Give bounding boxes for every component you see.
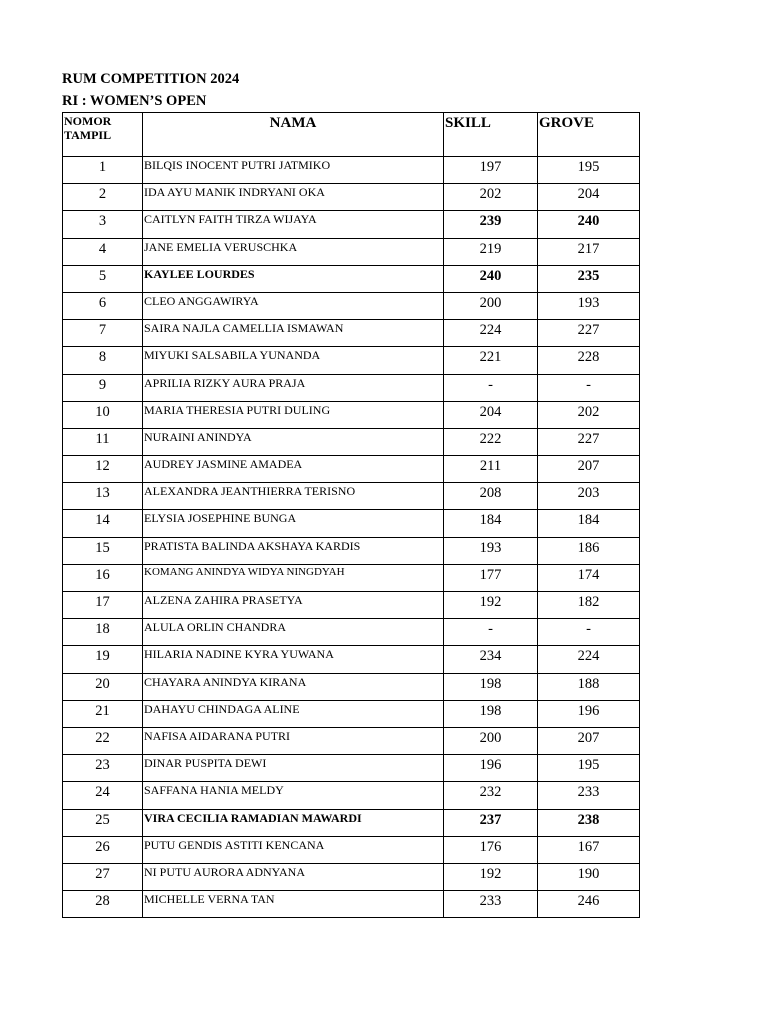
table-row	[63, 891, 640, 918]
row-number: 21	[63, 700, 143, 727]
column-header-nama: NAMA	[143, 113, 444, 157]
row-number: 24	[63, 782, 143, 809]
skill-score: 222	[444, 428, 538, 455]
table-row	[63, 238, 640, 265]
skill-score: 184	[444, 510, 538, 537]
grove-score: 203	[538, 483, 640, 510]
skill-score: 196	[444, 755, 538, 782]
row-number: 28	[63, 891, 143, 918]
column-header-skill: SKILL	[444, 113, 538, 157]
row-number: 5	[63, 265, 143, 292]
grove-score: 193	[538, 292, 640, 319]
grove-score: 207	[538, 727, 640, 754]
row-number: 13	[63, 483, 143, 510]
nomor-label: NOMOR	[64, 114, 112, 128]
table-row	[63, 755, 640, 782]
participant-name: KOMANG ANINDYA WIDYA NINGDYAH	[143, 564, 444, 591]
column-header-grove: GROVE	[538, 113, 640, 157]
row-number: 8	[63, 347, 143, 374]
table-row	[63, 483, 640, 510]
table-row	[63, 863, 640, 890]
participant-name: KAYLEE LOURDES	[143, 265, 444, 292]
table-row	[63, 456, 640, 483]
table-row	[63, 510, 640, 537]
row-number: 15	[63, 537, 143, 564]
grove-score: 240	[538, 211, 640, 238]
grove-score: 202	[538, 401, 640, 428]
skill-score: 240	[444, 265, 538, 292]
table-row	[63, 619, 640, 646]
skill-score: 198	[444, 700, 538, 727]
skill-score: 232	[444, 782, 538, 809]
participant-name: AUDREY JASMINE AMADEA	[143, 456, 444, 483]
skill-score: 208	[444, 483, 538, 510]
grove-score: -	[538, 374, 640, 401]
table-row	[63, 537, 640, 564]
grove-score: 174	[538, 564, 640, 591]
skill-score: 176	[444, 836, 538, 863]
participant-name: SAFFANA HANIA MELDY	[143, 782, 444, 809]
skill-score: 177	[444, 564, 538, 591]
table-row	[63, 836, 640, 863]
row-number: 1	[63, 157, 143, 184]
row-number: 12	[63, 456, 143, 483]
participant-name: MIYUKI SALSABILA YUNANDA	[143, 347, 444, 374]
skill-score: 211	[444, 456, 538, 483]
skill-score: 198	[444, 673, 538, 700]
grove-score: 217	[538, 238, 640, 265]
column-header-nomor-tampil	[63, 113, 143, 157]
participant-name: ALULA ORLIN CHANDRA	[143, 619, 444, 646]
table-row	[63, 673, 640, 700]
participant-name: HILARIA NADINE KYRA YUWANA	[143, 646, 444, 673]
participant-name: CLEO ANGGAWIRYA	[143, 292, 444, 319]
participant-name: PUTU GENDIS ASTITI KENCANA	[143, 836, 444, 863]
row-number: 19	[63, 646, 143, 673]
skill-score: 202	[444, 184, 538, 211]
participant-name: JANE EMELIA VERUSCHKA	[143, 238, 444, 265]
grove-score: 233	[538, 782, 640, 809]
row-number: 20	[63, 673, 143, 700]
table-row	[63, 374, 640, 401]
skill-score: 237	[444, 809, 538, 836]
table-header-row	[63, 113, 640, 157]
row-number: 4	[63, 238, 143, 265]
results-table	[62, 112, 640, 918]
participant-name: MARIA THERESIA PUTRI DULING	[143, 401, 444, 428]
grove-score: 227	[538, 428, 640, 455]
skill-score: 239	[444, 211, 538, 238]
grove-score: 184	[538, 510, 640, 537]
row-number: 2	[63, 184, 143, 211]
skill-score: 224	[444, 320, 538, 347]
row-number: 27	[63, 863, 143, 890]
row-number: 6	[63, 292, 143, 319]
grove-score: 224	[538, 646, 640, 673]
skill-score: 200	[444, 727, 538, 754]
grove-score: 196	[538, 700, 640, 727]
skill-score: 193	[444, 537, 538, 564]
tampil-label: TAMPIL	[64, 128, 112, 142]
participant-name: SAIRA NAJLA CAMELLIA ISMAWAN	[143, 320, 444, 347]
row-number: 26	[63, 836, 143, 863]
grove-score: 167	[538, 836, 640, 863]
grove-score: 204	[538, 184, 640, 211]
table-row	[63, 646, 640, 673]
participant-name: DINAR PUSPITA DEWI	[143, 755, 444, 782]
table-row	[63, 564, 640, 591]
grove-score: 238	[538, 809, 640, 836]
participant-name: NAFISA AIDARANA PUTRI	[143, 727, 444, 754]
table-row	[63, 401, 640, 428]
skill-score: 200	[444, 292, 538, 319]
skill-score: 233	[444, 891, 538, 918]
participant-name: BILQIS INOCENT PUTRI JATMIKO	[143, 157, 444, 184]
grove-score: 188	[538, 673, 640, 700]
participant-name: NI PUTU AURORA ADNYANA	[143, 863, 444, 890]
skill-score: 219	[444, 238, 538, 265]
grove-score: 228	[538, 347, 640, 374]
grove-score: -	[538, 619, 640, 646]
row-number: 14	[63, 510, 143, 537]
row-number: 17	[63, 592, 143, 619]
table-row	[63, 211, 640, 238]
participant-name: PRATISTA BALINDA AKSHAYA KARDIS	[143, 537, 444, 564]
row-number: 16	[63, 564, 143, 591]
grove-score: 235	[538, 265, 640, 292]
row-number: 7	[63, 320, 143, 347]
category-title: RI : WOMEN’S OPEN	[62, 93, 207, 109]
skill-score: 221	[444, 347, 538, 374]
table-row	[63, 700, 640, 727]
table-row	[63, 157, 640, 184]
table-row	[63, 782, 640, 809]
skill-score: 204	[444, 401, 538, 428]
skill-score: 234	[444, 646, 538, 673]
skill-score: 192	[444, 863, 538, 890]
participant-name: APRILIA RIZKY AURA PRAJA	[143, 374, 444, 401]
table-row	[63, 292, 640, 319]
grove-score: 207	[538, 456, 640, 483]
table-row	[63, 428, 640, 455]
grove-score: 186	[538, 537, 640, 564]
grove-score: 190	[538, 863, 640, 890]
row-number: 10	[63, 401, 143, 428]
grove-score: 195	[538, 157, 640, 184]
document-title: RUM COMPETITION 2024	[62, 71, 240, 87]
participant-name: DAHAYU CHINDAGA ALINE	[143, 700, 444, 727]
participant-name: NURAINI ANINDYA	[143, 428, 444, 455]
participant-name: IDA AYU MANIK INDRYANI OKA	[143, 184, 444, 211]
table-row	[63, 347, 640, 374]
row-number: 22	[63, 727, 143, 754]
table-row	[63, 265, 640, 292]
table-row	[63, 184, 640, 211]
table-row	[63, 320, 640, 347]
participant-name: ALZENA ZAHIRA PRASETYA	[143, 592, 444, 619]
row-number: 9	[63, 374, 143, 401]
participant-name: ELYSIA JOSEPHINE BUNGA	[143, 510, 444, 537]
row-number: 3	[63, 211, 143, 238]
row-number: 18	[63, 619, 143, 646]
table-row	[63, 727, 640, 754]
grove-score: 182	[538, 592, 640, 619]
skill-score: 192	[444, 592, 538, 619]
table-row	[63, 592, 640, 619]
skill-score: 197	[444, 157, 538, 184]
participant-name: VIRA CECILIA RAMADIAN MAWARDI	[143, 809, 444, 836]
row-number: 11	[63, 428, 143, 455]
grove-score: 195	[538, 755, 640, 782]
skill-score: -	[444, 374, 538, 401]
row-number: 23	[63, 755, 143, 782]
row-number: 25	[63, 809, 143, 836]
participant-name: ALEXANDRA JEANTHIERRA TERISNO	[143, 483, 444, 510]
grove-score: 246	[538, 891, 640, 918]
participant-name: MICHELLE VERNA TAN	[143, 891, 444, 918]
skill-score: -	[444, 619, 538, 646]
table-row	[63, 809, 640, 836]
participant-name: CHAYARA ANINDYA KIRANA	[143, 673, 444, 700]
participant-name: CAITLYN FAITH TIRZA WIJAYA	[143, 211, 444, 238]
grove-score: 227	[538, 320, 640, 347]
